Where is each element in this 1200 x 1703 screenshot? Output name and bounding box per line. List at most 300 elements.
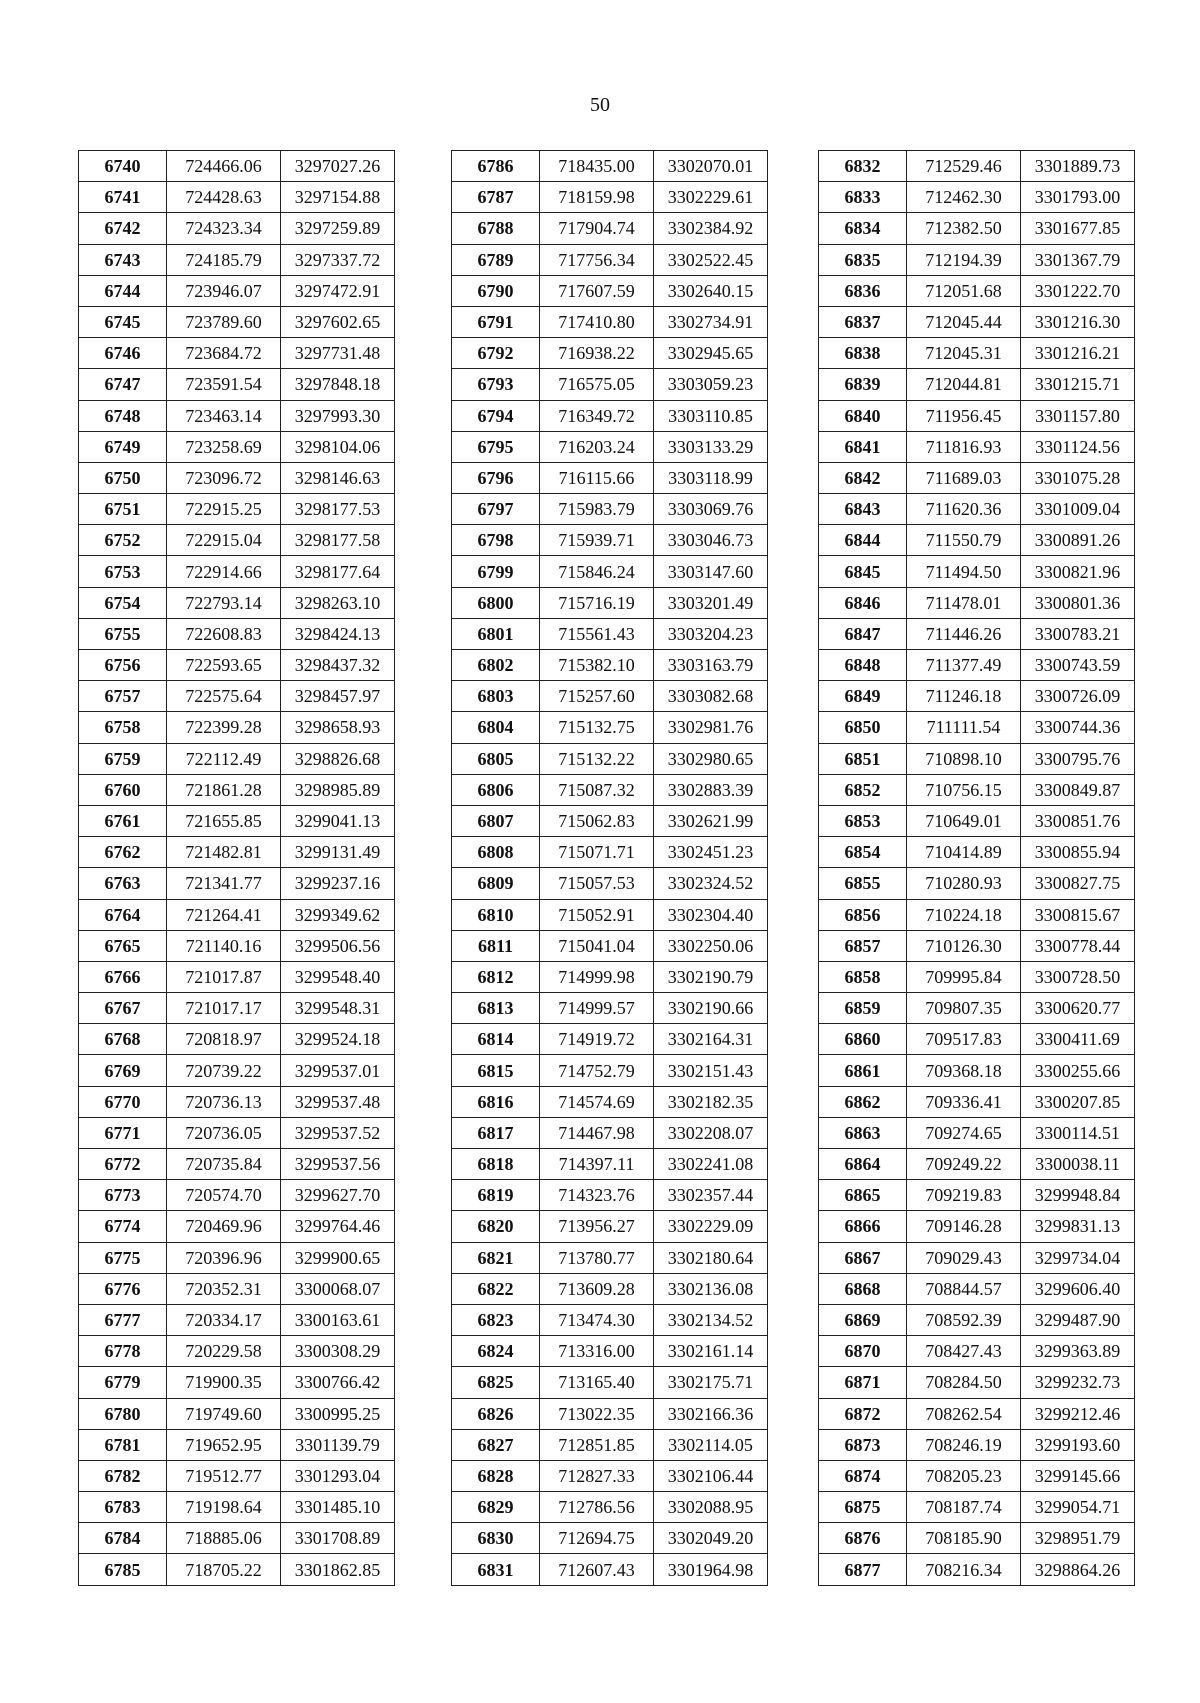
x-coordinate-cell: 714999.57 — [540, 993, 654, 1024]
table-row — [452, 1180, 768, 1211]
table-row — [819, 275, 1135, 306]
table-row — [79, 1055, 395, 1086]
point-number-cell: 6841 — [819, 431, 907, 462]
x-coordinate-cell: 711494.50 — [907, 556, 1021, 587]
x-coordinate-cell: 720396.96 — [167, 1242, 281, 1273]
y-coordinate-cell: 3299363.89 — [1021, 1336, 1135, 1367]
table-row — [452, 961, 768, 992]
table-row — [819, 369, 1135, 400]
point-number-cell: 6859 — [819, 993, 907, 1024]
x-coordinate-cell: 724466.06 — [167, 151, 281, 182]
point-number-cell: 6823 — [452, 1304, 540, 1335]
point-number-cell: 6770 — [79, 1086, 167, 1117]
x-coordinate-cell: 716938.22 — [540, 338, 654, 369]
table-row — [819, 743, 1135, 774]
table-row — [452, 556, 768, 587]
x-coordinate-cell: 723946.07 — [167, 275, 281, 306]
y-coordinate-cell: 3301793.00 — [1021, 182, 1135, 213]
y-coordinate-cell: 3301862.85 — [281, 1554, 395, 1585]
x-coordinate-cell: 710414.89 — [907, 837, 1021, 868]
table-row — [452, 1554, 768, 1585]
table-row — [452, 213, 768, 244]
table-row — [819, 837, 1135, 868]
x-coordinate-cell: 715561.43 — [540, 618, 654, 649]
point-number-cell: 6777 — [79, 1304, 167, 1335]
table-row — [452, 151, 768, 182]
x-coordinate-cell: 714323.76 — [540, 1180, 654, 1211]
y-coordinate-cell: 3299548.40 — [281, 961, 395, 992]
point-number-cell: 6744 — [79, 275, 167, 306]
table-row — [819, 1211, 1135, 1242]
x-coordinate-cell: 723258.69 — [167, 431, 281, 462]
point-number-cell: 6757 — [79, 681, 167, 712]
y-coordinate-cell: 3299237.16 — [281, 868, 395, 899]
table-row — [79, 1367, 395, 1398]
point-number-cell: 6853 — [819, 805, 907, 836]
y-coordinate-cell: 3300891.26 — [1021, 525, 1135, 556]
point-number-cell: 6842 — [819, 462, 907, 493]
x-coordinate-cell: 720736.05 — [167, 1117, 281, 1148]
point-number-cell: 6837 — [819, 306, 907, 337]
point-number-cell: 6794 — [452, 400, 540, 431]
y-coordinate-cell: 3300827.75 — [1021, 868, 1135, 899]
table-row — [79, 213, 395, 244]
y-coordinate-cell: 3300068.07 — [281, 1273, 395, 1304]
point-number-cell: 6749 — [79, 431, 167, 462]
table-row — [452, 1273, 768, 1304]
point-number-cell: 6754 — [79, 587, 167, 618]
table-row — [452, 1055, 768, 1086]
point-number-cell: 6809 — [452, 868, 540, 899]
y-coordinate-cell: 3298177.53 — [281, 494, 395, 525]
y-coordinate-cell: 3301889.73 — [1021, 151, 1135, 182]
table-row — [79, 1086, 395, 1117]
y-coordinate-cell: 3300411.69 — [1021, 1024, 1135, 1055]
x-coordinate-cell: 709807.35 — [907, 993, 1021, 1024]
y-coordinate-cell: 3302384.92 — [654, 213, 768, 244]
y-coordinate-cell: 3298457.97 — [281, 681, 395, 712]
x-coordinate-cell: 722608.83 — [167, 618, 281, 649]
x-coordinate-cell: 714574.69 — [540, 1086, 654, 1117]
y-coordinate-cell: 3299900.65 — [281, 1242, 395, 1273]
point-number-cell: 6807 — [452, 805, 540, 836]
y-coordinate-cell: 3302945.65 — [654, 338, 768, 369]
x-coordinate-cell: 714919.72 — [540, 1024, 654, 1055]
point-number-cell: 6758 — [79, 712, 167, 743]
y-coordinate-cell: 3298826.68 — [281, 743, 395, 774]
point-number-cell: 6831 — [452, 1554, 540, 1585]
point-number-cell: 6833 — [819, 182, 907, 213]
table-row — [819, 899, 1135, 930]
y-coordinate-cell: 3300726.09 — [1021, 681, 1135, 712]
point-number-cell: 6761 — [79, 805, 167, 836]
table-row — [452, 1304, 768, 1335]
x-coordinate-cell: 723789.60 — [167, 306, 281, 337]
point-number-cell: 6832 — [819, 151, 907, 182]
y-coordinate-cell: 3299145.66 — [1021, 1460, 1135, 1491]
table-row — [79, 1336, 395, 1367]
table-row — [819, 1398, 1135, 1429]
y-coordinate-cell: 3302190.66 — [654, 993, 768, 1024]
point-number-cell: 6861 — [819, 1055, 907, 1086]
x-coordinate-cell: 719652.95 — [167, 1429, 281, 1460]
point-number-cell: 6776 — [79, 1273, 167, 1304]
y-coordinate-cell: 3301009.04 — [1021, 494, 1135, 525]
table-row — [79, 868, 395, 899]
point-number-cell: 6799 — [452, 556, 540, 587]
point-number-cell: 6857 — [819, 930, 907, 961]
x-coordinate-cell: 715071.71 — [540, 837, 654, 868]
x-coordinate-cell: 722915.25 — [167, 494, 281, 525]
y-coordinate-cell: 3298985.89 — [281, 774, 395, 805]
point-number-cell: 6813 — [452, 993, 540, 1024]
y-coordinate-cell: 3302106.44 — [654, 1460, 768, 1491]
table-row — [79, 462, 395, 493]
table-row — [452, 712, 768, 743]
y-coordinate-cell: 3303059.23 — [654, 369, 768, 400]
y-coordinate-cell: 3301485.10 — [281, 1492, 395, 1523]
table-row — [452, 462, 768, 493]
point-number-cell: 6806 — [452, 774, 540, 805]
point-number-cell: 6817 — [452, 1117, 540, 1148]
y-coordinate-cell: 3299537.56 — [281, 1149, 395, 1180]
table-row — [79, 182, 395, 213]
point-number-cell: 6874 — [819, 1460, 907, 1491]
x-coordinate-cell: 709274.65 — [907, 1117, 1021, 1148]
point-number-cell: 6766 — [79, 961, 167, 992]
y-coordinate-cell: 3299537.48 — [281, 1086, 395, 1117]
table-row — [79, 1304, 395, 1335]
y-coordinate-cell: 3299212.46 — [1021, 1398, 1135, 1429]
x-coordinate-cell: 715716.19 — [540, 587, 654, 618]
x-coordinate-cell: 710280.93 — [907, 868, 1021, 899]
coordinate-table-2 — [451, 150, 768, 1586]
y-coordinate-cell: 3302451.23 — [654, 837, 768, 868]
x-coordinate-cell: 715057.53 — [540, 868, 654, 899]
table-row — [452, 1086, 768, 1117]
y-coordinate-cell: 3302304.40 — [654, 899, 768, 930]
y-coordinate-cell: 3303201.49 — [654, 587, 768, 618]
x-coordinate-cell: 720735.84 — [167, 1149, 281, 1180]
table-row — [452, 494, 768, 525]
point-number-cell: 6863 — [819, 1117, 907, 1148]
x-coordinate-cell: 708187.74 — [907, 1492, 1021, 1523]
table-row — [819, 462, 1135, 493]
x-coordinate-cell: 723463.14 — [167, 400, 281, 431]
x-coordinate-cell: 715087.32 — [540, 774, 654, 805]
y-coordinate-cell: 3300728.50 — [1021, 961, 1135, 992]
y-coordinate-cell: 3301964.98 — [654, 1554, 768, 1585]
table-row — [452, 1242, 768, 1273]
point-number-cell: 6752 — [79, 525, 167, 556]
point-number-cell: 6819 — [452, 1180, 540, 1211]
point-number-cell: 6771 — [79, 1117, 167, 1148]
y-coordinate-cell: 3302114.05 — [654, 1429, 768, 1460]
point-number-cell: 6828 — [452, 1460, 540, 1491]
x-coordinate-cell: 715132.22 — [540, 743, 654, 774]
table-row — [452, 993, 768, 1024]
point-number-cell: 6785 — [79, 1554, 167, 1585]
x-coordinate-cell: 708185.90 — [907, 1523, 1021, 1554]
point-number-cell: 6802 — [452, 650, 540, 681]
x-coordinate-cell: 724428.63 — [167, 182, 281, 213]
table-row — [452, 587, 768, 618]
y-coordinate-cell: 3302980.65 — [654, 743, 768, 774]
y-coordinate-cell: 3303118.99 — [654, 462, 768, 493]
y-coordinate-cell: 3301215.71 — [1021, 369, 1135, 400]
table-row — [452, 306, 768, 337]
table-row — [452, 899, 768, 930]
point-number-cell: 6746 — [79, 338, 167, 369]
point-number-cell: 6773 — [79, 1180, 167, 1211]
x-coordinate-cell: 721482.81 — [167, 837, 281, 868]
table-row — [452, 1149, 768, 1180]
y-coordinate-cell: 3302883.39 — [654, 774, 768, 805]
x-coordinate-cell: 713956.27 — [540, 1211, 654, 1242]
table-row — [79, 306, 395, 337]
table-row — [819, 1336, 1135, 1367]
table-row — [452, 1523, 768, 1554]
point-number-cell: 6772 — [79, 1149, 167, 1180]
y-coordinate-cell: 3302175.71 — [654, 1367, 768, 1398]
table-row — [79, 431, 395, 462]
y-coordinate-cell: 3303163.79 — [654, 650, 768, 681]
point-number-cell: 6847 — [819, 618, 907, 649]
y-coordinate-cell: 3299349.62 — [281, 899, 395, 930]
x-coordinate-cell: 715983.79 — [540, 494, 654, 525]
table-row — [79, 712, 395, 743]
table-row — [452, 275, 768, 306]
table-row — [819, 650, 1135, 681]
y-coordinate-cell: 3298424.13 — [281, 618, 395, 649]
coordinate-table-1 — [78, 150, 395, 1586]
y-coordinate-cell: 3298177.58 — [281, 525, 395, 556]
y-coordinate-cell: 3299734.04 — [1021, 1242, 1135, 1273]
y-coordinate-cell: 3298658.93 — [281, 712, 395, 743]
table-row — [79, 1117, 395, 1148]
point-number-cell: 6867 — [819, 1242, 907, 1273]
x-coordinate-cell: 719900.35 — [167, 1367, 281, 1398]
x-coordinate-cell: 708592.39 — [907, 1304, 1021, 1335]
point-number-cell: 6751 — [79, 494, 167, 525]
y-coordinate-cell: 3303204.23 — [654, 618, 768, 649]
table-row — [819, 868, 1135, 899]
table-row — [79, 1460, 395, 1491]
x-coordinate-cell: 709146.28 — [907, 1211, 1021, 1242]
x-coordinate-cell: 709995.84 — [907, 961, 1021, 992]
x-coordinate-cell: 722593.65 — [167, 650, 281, 681]
y-coordinate-cell: 3302182.35 — [654, 1086, 768, 1117]
point-number-cell: 6790 — [452, 275, 540, 306]
table-row — [79, 556, 395, 587]
x-coordinate-cell: 711478.01 — [907, 587, 1021, 618]
point-number-cell: 6759 — [79, 743, 167, 774]
y-coordinate-cell: 3301293.04 — [281, 1460, 395, 1491]
point-number-cell: 6816 — [452, 1086, 540, 1117]
y-coordinate-cell: 3299948.84 — [1021, 1180, 1135, 1211]
x-coordinate-cell: 710224.18 — [907, 899, 1021, 930]
table-row — [819, 1117, 1135, 1148]
y-coordinate-cell: 3302049.20 — [654, 1523, 768, 1554]
x-coordinate-cell: 721655.85 — [167, 805, 281, 836]
y-coordinate-cell: 3302640.15 — [654, 275, 768, 306]
table-row — [819, 182, 1135, 213]
table-row — [452, 930, 768, 961]
x-coordinate-cell: 719198.64 — [167, 1492, 281, 1523]
point-number-cell: 6760 — [79, 774, 167, 805]
y-coordinate-cell: 3300783.21 — [1021, 618, 1135, 649]
x-coordinate-cell: 709517.83 — [907, 1024, 1021, 1055]
x-coordinate-cell: 722112.49 — [167, 743, 281, 774]
point-number-cell: 6848 — [819, 650, 907, 681]
point-number-cell: 6820 — [452, 1211, 540, 1242]
y-coordinate-cell: 3300855.94 — [1021, 837, 1135, 868]
x-coordinate-cell: 720229.58 — [167, 1336, 281, 1367]
table-row — [452, 650, 768, 681]
table-row — [79, 993, 395, 1024]
table-row — [452, 338, 768, 369]
table-row — [819, 961, 1135, 992]
table-row — [79, 930, 395, 961]
x-coordinate-cell: 708844.57 — [907, 1273, 1021, 1304]
x-coordinate-cell: 712462.30 — [907, 182, 1021, 213]
table-row — [819, 1242, 1135, 1273]
x-coordinate-cell: 713609.28 — [540, 1273, 654, 1304]
point-number-cell: 6808 — [452, 837, 540, 868]
x-coordinate-cell: 720352.31 — [167, 1273, 281, 1304]
x-coordinate-cell: 712827.33 — [540, 1460, 654, 1491]
point-number-cell: 6788 — [452, 213, 540, 244]
point-number-cell: 6845 — [819, 556, 907, 587]
table-row — [452, 182, 768, 213]
x-coordinate-cell: 720739.22 — [167, 1055, 281, 1086]
point-number-cell: 6822 — [452, 1273, 540, 1304]
table-row — [452, 244, 768, 275]
y-coordinate-cell: 3301139.79 — [281, 1429, 395, 1460]
point-number-cell: 6869 — [819, 1304, 907, 1335]
coordinate-table-3 — [818, 150, 1135, 1586]
y-coordinate-cell: 3301075.28 — [1021, 462, 1135, 493]
y-coordinate-cell: 3301367.79 — [1021, 244, 1135, 275]
y-coordinate-cell: 3303110.85 — [654, 400, 768, 431]
x-coordinate-cell: 723591.54 — [167, 369, 281, 400]
x-coordinate-cell: 713316.00 — [540, 1336, 654, 1367]
x-coordinate-cell: 714397.11 — [540, 1149, 654, 1180]
x-coordinate-cell: 713474.30 — [540, 1304, 654, 1335]
x-coordinate-cell: 721017.17 — [167, 993, 281, 1024]
x-coordinate-cell: 714752.79 — [540, 1055, 654, 1086]
x-coordinate-cell: 715939.71 — [540, 525, 654, 556]
x-coordinate-cell: 718705.22 — [167, 1554, 281, 1585]
table-row — [819, 556, 1135, 587]
table-row — [452, 837, 768, 868]
y-coordinate-cell: 3301708.89 — [281, 1523, 395, 1554]
y-coordinate-cell: 3303046.73 — [654, 525, 768, 556]
y-coordinate-cell: 3299764.46 — [281, 1211, 395, 1242]
table-row — [819, 244, 1135, 275]
y-coordinate-cell: 3297993.30 — [281, 400, 395, 431]
table-row — [79, 369, 395, 400]
point-number-cell: 6762 — [79, 837, 167, 868]
table-row — [819, 1367, 1135, 1398]
x-coordinate-cell: 709336.41 — [907, 1086, 1021, 1117]
y-coordinate-cell: 3297472.91 — [281, 275, 395, 306]
point-number-cell: 6830 — [452, 1523, 540, 1554]
table-row — [452, 1367, 768, 1398]
x-coordinate-cell: 720334.17 — [167, 1304, 281, 1335]
y-coordinate-cell: 3300795.76 — [1021, 743, 1135, 774]
y-coordinate-cell: 3302161.14 — [654, 1336, 768, 1367]
point-number-cell: 6780 — [79, 1398, 167, 1429]
y-coordinate-cell: 3297602.65 — [281, 306, 395, 337]
table-row — [819, 213, 1135, 244]
point-number-cell: 6871 — [819, 1367, 907, 1398]
y-coordinate-cell: 3302229.61 — [654, 182, 768, 213]
point-number-cell: 6829 — [452, 1492, 540, 1523]
point-number-cell: 6821 — [452, 1242, 540, 1273]
x-coordinate-cell: 720736.13 — [167, 1086, 281, 1117]
table-row — [819, 1149, 1135, 1180]
table-row — [79, 1398, 395, 1429]
table-row — [79, 244, 395, 275]
x-coordinate-cell: 714999.98 — [540, 961, 654, 992]
table-row — [79, 681, 395, 712]
table-row — [79, 587, 395, 618]
table-row — [79, 899, 395, 930]
y-coordinate-cell: 3302166.36 — [654, 1398, 768, 1429]
x-coordinate-cell: 711620.36 — [907, 494, 1021, 525]
table-row — [79, 961, 395, 992]
y-coordinate-cell: 3299506.56 — [281, 930, 395, 961]
x-coordinate-cell: 711689.03 — [907, 462, 1021, 493]
y-coordinate-cell: 3301677.85 — [1021, 213, 1135, 244]
x-coordinate-cell: 716349.72 — [540, 400, 654, 431]
x-coordinate-cell: 712786.56 — [540, 1492, 654, 1523]
y-coordinate-cell: 3300744.36 — [1021, 712, 1135, 743]
table-row — [79, 1180, 395, 1211]
table-row — [79, 1242, 395, 1273]
table-row — [819, 930, 1135, 961]
point-number-cell: 6789 — [452, 244, 540, 275]
point-number-cell: 6866 — [819, 1211, 907, 1242]
point-number-cell: 6858 — [819, 961, 907, 992]
y-coordinate-cell: 3300308.29 — [281, 1336, 395, 1367]
table-row — [452, 1429, 768, 1460]
y-coordinate-cell: 3302208.07 — [654, 1117, 768, 1148]
x-coordinate-cell: 715052.91 — [540, 899, 654, 930]
table-row — [79, 743, 395, 774]
point-number-cell: 6864 — [819, 1149, 907, 1180]
point-number-cell: 6740 — [79, 151, 167, 182]
table-row — [452, 525, 768, 556]
y-coordinate-cell: 3300821.96 — [1021, 556, 1135, 587]
table-row — [452, 805, 768, 836]
table-row — [452, 743, 768, 774]
table-row — [452, 400, 768, 431]
y-coordinate-cell: 3302070.01 — [654, 151, 768, 182]
point-number-cell: 6805 — [452, 743, 540, 774]
point-number-cell: 6870 — [819, 1336, 907, 1367]
x-coordinate-cell: 719749.60 — [167, 1398, 281, 1429]
table-row — [819, 1304, 1135, 1335]
x-coordinate-cell: 712045.44 — [907, 306, 1021, 337]
point-number-cell: 6783 — [79, 1492, 167, 1523]
y-coordinate-cell: 3300620.77 — [1021, 993, 1135, 1024]
y-coordinate-cell: 3299627.70 — [281, 1180, 395, 1211]
y-coordinate-cell: 3301222.70 — [1021, 275, 1135, 306]
table-row — [819, 993, 1135, 1024]
y-coordinate-cell: 3303147.60 — [654, 556, 768, 587]
